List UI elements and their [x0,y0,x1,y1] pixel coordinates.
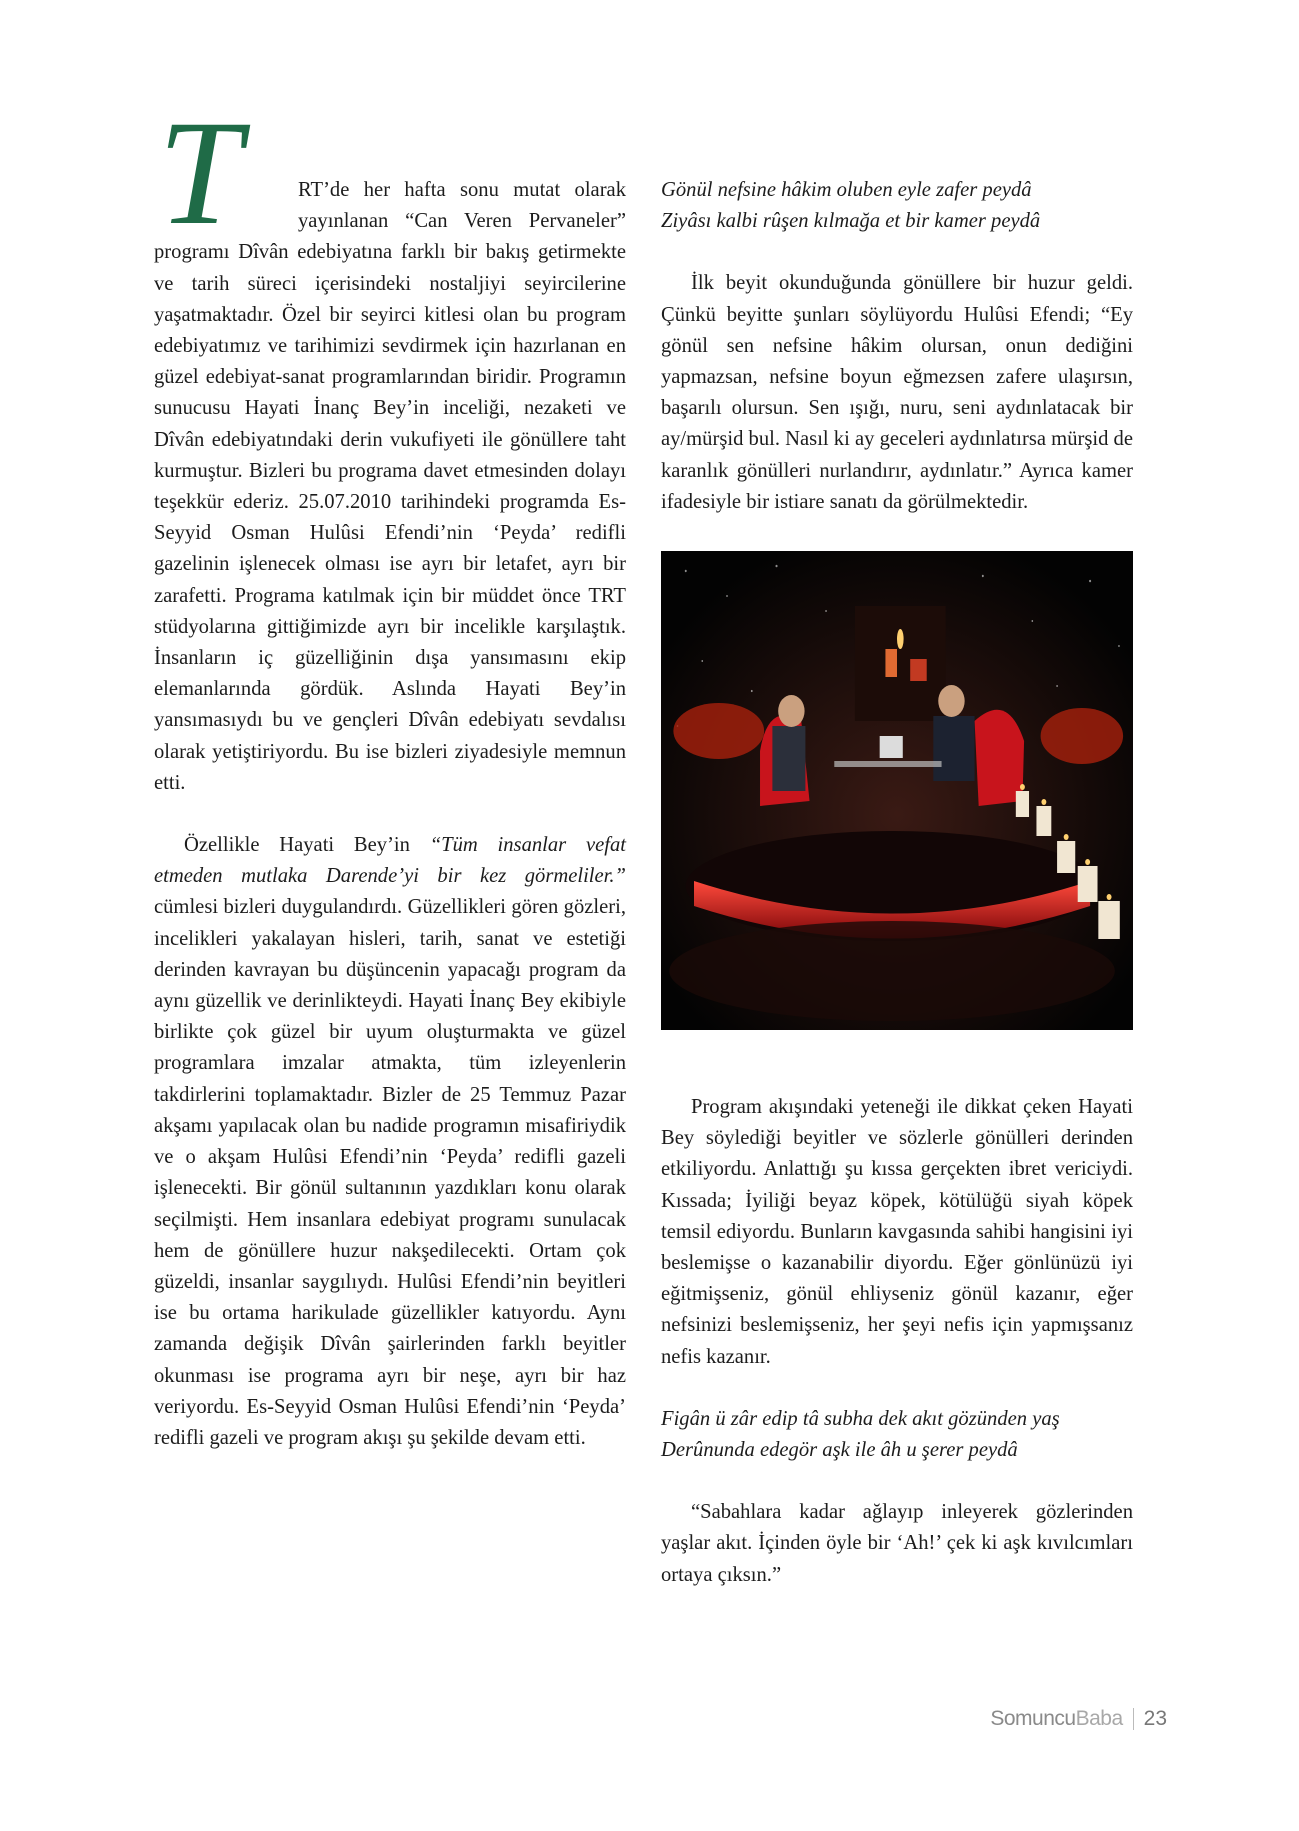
verse-1-line-2: Ziyâsı kalbi rûşen kılmağa et bir kamer peydâ [661,210,1041,233]
magazine-name-part2: Baba [1075,1707,1123,1730]
verse-2 [661,1404,1133,1466]
verse-2-line-1: Figân ü zâr edip tâ subha dek akıt gözünden yaş [661,1407,1060,1430]
footer-divider [1133,1708,1134,1730]
story-paragraph: Program akışındaki yeteneği ile dikkat çeken Hayati Bey söylediği beyitler ve sözlerle gönülleri derinden etkiliyordu. Anlattığı şu kıssa gerçekten ibret vericiydi. Kıssada; İyiliği beyaz köpek, kötülüğü siyah köpek temsil ediyordu. Bunların kavgasında sahibi hangisini iyi beslemişse o kazanabilir diyordu. Eğer gönlünüzü iyi eğitmişseniz, gönül ehliyseniz gönül kazanır, eğer nefsinizi beslemişseniz, her şeyi nefis için yapmışsanız nefis kazanır. [661,1096,1133,1368]
second-paragraph-start: Özellikle Hayati Bey’in [184,834,430,857]
darende-quote: “Tüm insanlar vefat etmeden mutlaka Darende’yi bir kez görmeliler.” [154,834,626,888]
verse-2-commentary: “Sabahlara kadar ağlayıp inleyerek gözlerinden yaşlar akıt. İçinden öyle bir ‘Ah!’ çek ki aşk kıvılcımları ortaya çıksın.” [661,1501,1133,1586]
left-column [154,117,626,1454]
intro-paragraph [154,117,626,799]
verse-1-line-1: Gönül nefsine hâkim oluben eyle zafer peydâ [661,179,1032,201]
verse-2-line-2: Derûnunda edegör aşk ile âh u şerer peydâ [661,1439,1018,1462]
page-number: 23 [1143,1707,1167,1730]
verse-1-commentary: İlk beyit okunduğunda gönüllere bir huzur geldi. Çünkü beyitte şunları söylüyordu Hulûsi Efendi; “Ey gönül sen nefsine hâkim olursan, onun dediğini yapmazsan, nefsine boyun eğmezsen zafere ulaşırsın, başarılı olursun. Sen ışığı, nuru, seni aydınlatacak bir ay/mürşid bul. Nasıl ki ay geceleri aydınlatırsa mürşid de karanlık gönülleri nurlandırır, aydınlatır.” Ayrıca kamer ifadesiyle bir istiare sanatı da görülmektedir. [661,272,1133,513]
svg-text:T: T [158,117,242,232]
page-footer [990,1704,1167,1734]
dropcap-letter [148,117,286,232]
second-paragraph-rest: cümlesi bizleri duygulandırdı. Güzellikleri gören gözleri, incelikleri yakalayan hisleri, tarih, sanat ve estetiği derinden kavrayan bu düşüncenin yapacağı program da aynı güzellik ve derinlikteydi. Hayati İnanç Bey ekibiyle birlikte çok güzel bir uyum oluşturmakta ve güzel programlara imzalar atmakta, tüm izleyenlerin takdirlerini toplamaktadır. Bizler de 25 Temmuz Pazar akşamı yapılacak olan bu nadide programın misafiriydik ve o akşam Hulûsi Efendi’nin ‘Peyda’ redifli gazeli işlenecekti. Bir gönül sultanının yazdıkları konu olarak seçilmişti. Hem insanlara edebiyat programı sunulacak hem de gönüllere huzur nakşedilecekti. Ortam çok güzeldi, insanlar saygılıydı. Hulûsi Efendi’nin beyitleri ise bu ortama harikulade güzellikler katıyordu. Aynı zamanda değişik Dîvân şairlerinden farklı beyitler okunması ise programa ayrı bir neşe, ayrı bir haz veriyordu. Es-Seyyid Osman Hulûsi Efendi’nin ‘Peyda’ redifli gazeli ve program akışı şu şekilde devam etti. [154,896,626,1449]
magazine-name-part1: Somuncu [990,1707,1076,1730]
tv-studio-photo [661,551,1133,1030]
intro-text: RT’de her hafta sonu mutat olarak yayınlanan “Can Veren Pervaneler” programı Dîvân edebiyatına farklı bir bakış getirmekte ve tarih süreci içerisindeki nostaljiyi seyircilerine yaşatmaktadır. Özel bir seyirci kitlesi olan bu program edebiyatımız ve tarihimizi sevdirmek için hazırlanan en güzel edebiyat-sanat programlarından biridir. Programın sunucusu Hayati İnanç Bey’in inceliği, nezaketi ve Dîvân edebiyatındaki derin vukufiyeti ile gönüllere taht kurmuştur. Bizleri bu programa davet etmesinden dolayı teşekkür ederiz. 25.07.2010 tarihindeki programda Es-Seyyid Osman Hulûsi Efendi’nin ‘Peyda’ redifli gazelinin işlenecek olması ise ayrı bir letafet, ayrı bir zarafetti. Programa katılmak için bir müddet önce TRT stüdyolarına gittiğimizde ayrı bir incelikle karşılaştık. İnsanların iç güzelliğinin dışa yansımasını ekip elemanlarında gördük. Aslında Hayati Bey’in yansımasıydı bu ve gençleri Dîvân edebiyatı sevdalısı olarak yetiştiriyordu. Bu ise bizleri ziyadesiyle memnun etti. [154,179,626,794]
verse-1 [661,175,1133,237]
right-column [661,175,1133,1591]
second-paragraph [154,830,626,1454]
